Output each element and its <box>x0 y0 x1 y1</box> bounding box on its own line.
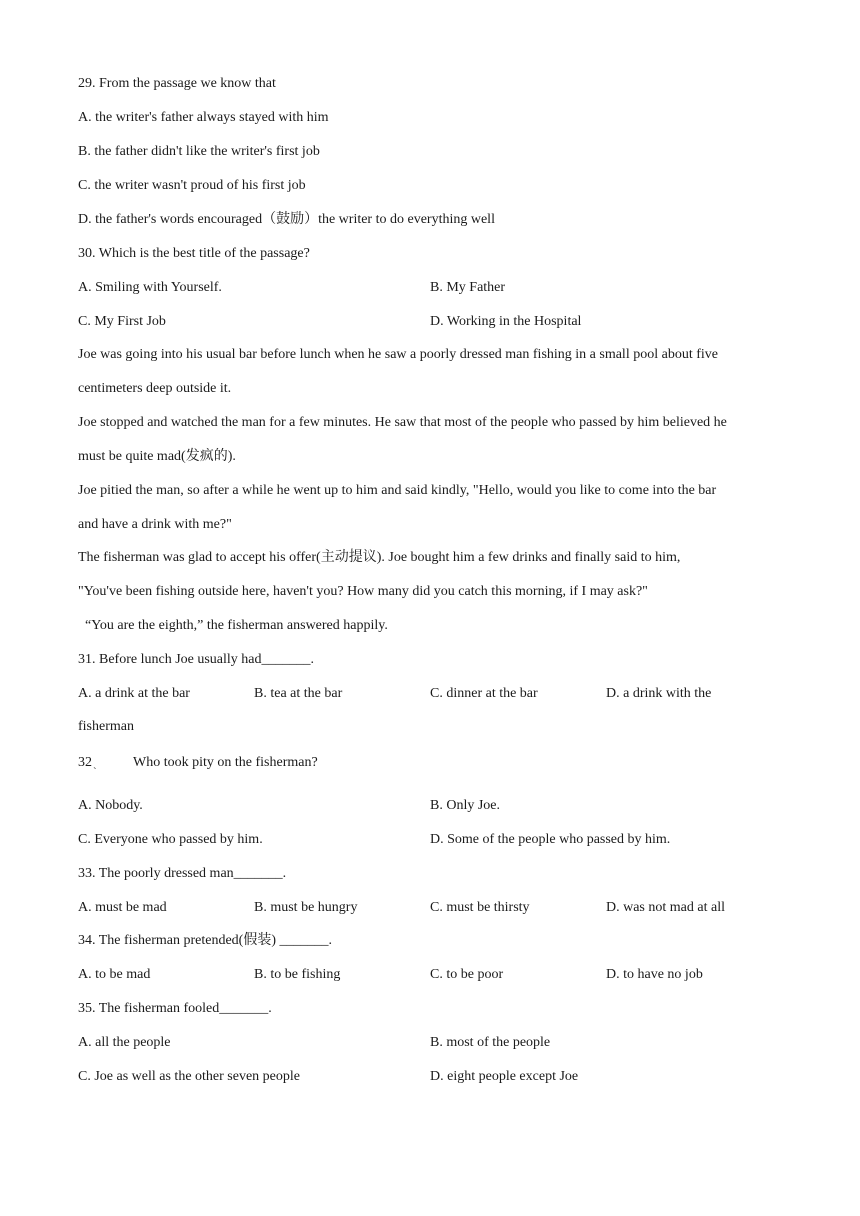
question-33-option-b: B. must be hungry <box>254 900 358 915</box>
question-32-option-b: B. Only Joe. <box>430 798 500 813</box>
question-33-stem: 33. The poorly dressed man_______. <box>78 866 287 881</box>
question-32-option-c: C. Everyone who passed by him. <box>78 832 263 847</box>
question-34-option-c: C. to be poor <box>430 967 504 982</box>
passage-paragraph-2-line-2: must be quite mad(发疯的). <box>78 449 236 464</box>
passage-paragraph-4-line-1: The fisherman was glad to accept his offer(主动提议). Joe bought him a few drinks and finally said to him, <box>78 550 681 565</box>
question-35-option-a: A. all the people <box>78 1035 171 1050</box>
passage-paragraph-3-line-1: Joe pitied the man, so after a while he went up to him and said kindly, "Hello, would you like to come into the bar <box>78 483 717 498</box>
passage-paragraph-1-line-2: centimeters deep outside it. <box>78 381 232 396</box>
passage-paragraph-1-line-1: Joe was going into his usual bar before lunch when he saw a poorly dressed man fishing in a small pool about five <box>78 347 718 362</box>
question-30-option-b: B. My Father <box>430 280 506 295</box>
question-33-option-c: C. must be thirsty <box>430 900 530 915</box>
question-34-option-d: D. to have no job <box>606 967 703 982</box>
question-31-option-c: C. dinner at the bar <box>430 686 538 701</box>
question-33-option-a: A. must be mad <box>78 900 167 915</box>
question-31-option-a: A. a drink at the bar <box>78 686 190 701</box>
question-35-stem: 35. The fisherman fooled_______. <box>78 1001 272 1016</box>
question-32-stray-mark: ` <box>93 766 97 778</box>
question-31-stem: 31. Before lunch Joe usually had_______. <box>78 652 315 667</box>
question-31-option-d: D. a drink with the <box>606 686 712 701</box>
question-32-option-a: A. Nobody. <box>78 798 143 813</box>
question-34-option-b: B. to be fishing <box>254 967 341 982</box>
question-30-option-c: C. My First Job <box>78 314 166 329</box>
question-32-stem: Who took pity on the fisherman? <box>133 755 318 770</box>
question-29-option-c: C. the writer wasn't proud of his first job <box>78 178 306 193</box>
question-33-option-d: D. was not mad at all <box>606 900 725 915</box>
question-32-number: 32 <box>78 755 92 770</box>
question-35-option-d: D. eight people except Joe <box>430 1069 579 1084</box>
question-30-option-d: D. Working in the Hospital <box>430 314 582 329</box>
question-29-option-d: D. the father's words encouraged（鼓励）the writer to do everything well <box>78 212 495 227</box>
passage-paragraph-2-line-1: Joe stopped and watched the man for a few minutes. He saw that most of the people who passed by him believed he <box>78 415 727 430</box>
question-30-option-a: A. Smiling with Yourself. <box>78 280 222 295</box>
question-30-stem: 30. Which is the best title of the passage? <box>78 246 310 261</box>
question-34-option-a: A. to be mad <box>78 967 151 982</box>
question-35-option-c: C. Joe as well as the other seven people <box>78 1069 300 1084</box>
question-31-option-d-continued: fisherman <box>78 719 134 734</box>
question-32-option-d: D. Some of the people who passed by him. <box>430 832 671 847</box>
question-29-option-b: B. the father didn't like the writer's first job <box>78 144 320 159</box>
question-31-option-b: B. tea at the bar <box>254 686 343 701</box>
passage-paragraph-5: “You are the eighth,” the fisherman answered happily. <box>85 618 388 633</box>
question-35-option-b: B. most of the people <box>430 1035 551 1050</box>
passage-paragraph-4-line-2: "You've been fishing outside here, haven't you? How many did you catch this morning, if I may ask?" <box>78 584 648 599</box>
question-34-stem: 34. The fisherman pretended(假装) _______. <box>78 933 333 948</box>
question-29-stem: 29. From the passage we know that <box>78 76 276 91</box>
question-29-option-a: A. the writer's father always stayed with him <box>78 110 329 125</box>
passage-paragraph-3-line-2: and have a drink with me?" <box>78 517 232 532</box>
